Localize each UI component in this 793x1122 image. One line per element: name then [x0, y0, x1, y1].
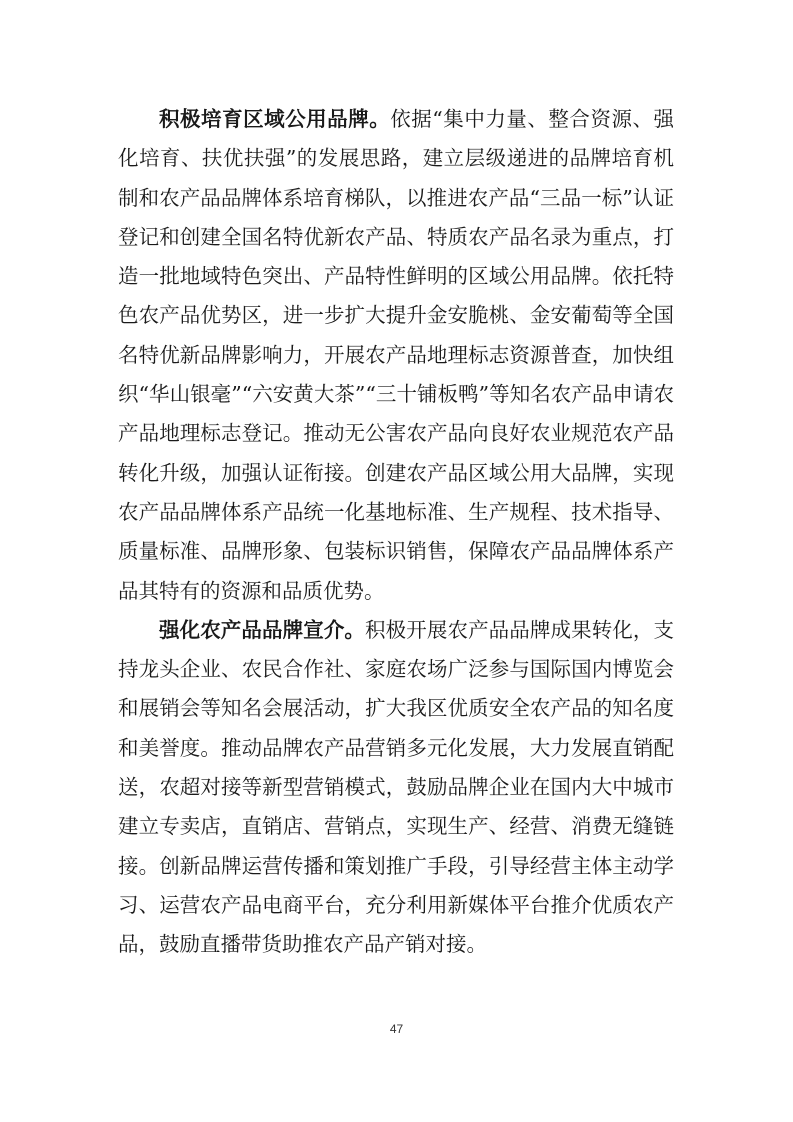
page-number: 47 [389, 1022, 404, 1036]
paragraph-text: 积极开展农产品品牌成果转化，支持龙头企业、农民合作社、家庭农场广泛参与国际国内博览会和展销会等知名会展活动，扩大我区优质安全农产品的知名度和美誉度。推动品牌农产品营销多元化发展，大力发展直销配送，农超对接等新型营销模式，鼓励品牌企业在国内大中城市建立专卖店，直销店、营销点，实现生产、经营、消费无缝链接。创新品牌运营传播和策划推广手段，引导经营主体主动学习、运营农产品电商平台，充分利用新媒体平台推介优质农产品，鼓励直播带货助推农产品产销对接。 [118, 617, 675, 957]
paragraph-regional-brand [118, 100, 674, 611]
paragraph-brand-promotion [118, 611, 674, 965]
paragraph-text: 依据“集中力量、整合资源、强化培育、扶优扶强”的发展思路，建立层级递进的品牌培育机制和农产品品牌体系培育梯队，以推进农产品“三品一标”认证登记和创建全国名特优新农产品、特质农产品名录为重点，打造一批地域特色突出、产品特性鲜明的区域公用品牌。依托特色农产品优势区，进一步扩大提升金安脆桃、金安葡萄等全国名特优新品牌影响力，开展农产品地理标志资源普查，加快组织“华山银毫”“六安黄大茶”“三十铺板鸭”等知名农产品申请农产品地理标志登记。推动无公害农产品向良好农业规范农产品转化升级，加强认证衔接。创建农产品区域公用大品牌，实现农产品品牌体系产品统一化基地标准、生产规程、技术指导、质量标准、品牌形象、包装标识销售，保障农产品品牌体系产品其特有的资源和品质优势。 [118, 107, 675, 603]
paragraph-heading: 强化农产品品牌宣介。 [159, 617, 366, 642]
document-body [118, 100, 674, 965]
paragraph-heading: 积极培育区域公用品牌。 [159, 107, 391, 131]
